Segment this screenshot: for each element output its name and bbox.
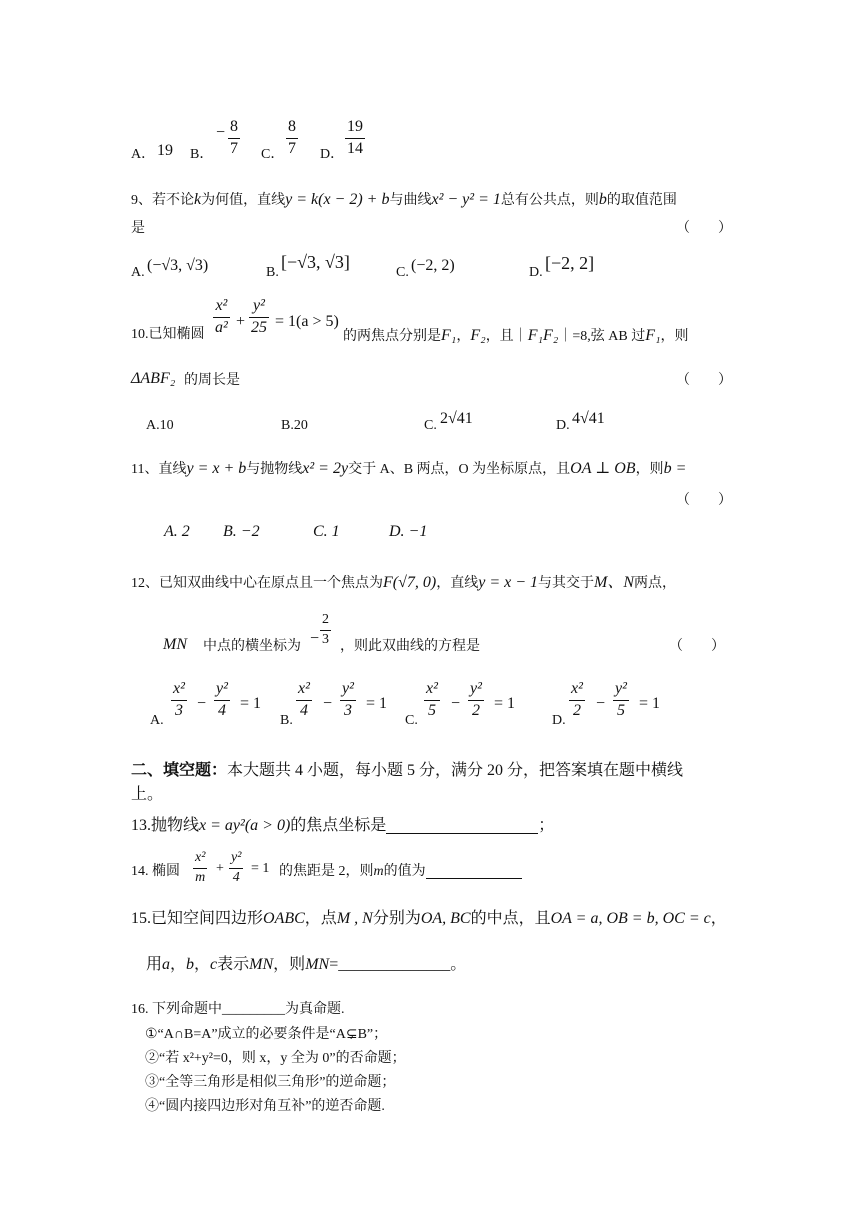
q16-answer-blank[interactable]: _________ bbox=[222, 1002, 285, 1017]
q12-option-b-frac2: y² 3 bbox=[342, 680, 354, 720]
q8-option-b-sign: − bbox=[216, 124, 226, 141]
q10-option-c-label: C. bbox=[424, 418, 437, 433]
q10-option-d-label: D. bbox=[556, 418, 570, 433]
q10-condition: = 1(a > 5) bbox=[275, 313, 339, 330]
q9-option-c-value: (−2, 2) bbox=[411, 257, 455, 274]
q10-lead: 10.已知椭圆 bbox=[131, 327, 205, 342]
q8-option-c-fraction: 8 7 bbox=[288, 118, 296, 158]
question-9-line-2: 是 bbox=[131, 221, 145, 236]
q8-option-b-label: B． bbox=[190, 147, 214, 162]
q16-item-3: ③“全等三角形是相似三角形”的逆命题； bbox=[145, 1075, 396, 1090]
q12-fraction: 2 3 bbox=[322, 612, 329, 648]
q12-option-a-minus: − bbox=[197, 695, 207, 712]
q12-option-c-minus: − bbox=[451, 695, 461, 712]
q12-option-a-label: A. bbox=[150, 713, 164, 728]
q16-item-1: ①“A∩B=A”成立的必要条件是“A⊊B”； bbox=[145, 1027, 388, 1042]
q14-fraction-x: x² m bbox=[195, 850, 206, 886]
q12-option-b-minus: − bbox=[323, 695, 333, 712]
q12-option-a-frac1: x² 3 bbox=[173, 680, 185, 720]
q9-option-a-value: (−√3, √3) bbox=[147, 257, 209, 274]
q14-rest: 的焦距是 2，则m的值为 bbox=[279, 865, 522, 879]
section-2-description: 本大题共 4 小题，每小题 5 分，满分 20 分，把答案填在题中横线 bbox=[227, 762, 684, 779]
answer-paren: （ ） bbox=[676, 221, 732, 236]
q9-option-b-label: B. bbox=[266, 265, 279, 280]
q10-option-b: B.20 bbox=[281, 418, 308, 433]
q10-option-d-value: 4√41 bbox=[572, 410, 605, 427]
q12-option-d-eq: = 1 bbox=[639, 695, 661, 712]
q8-option-d-fraction: 19 14 bbox=[347, 118, 363, 158]
question-13: 13.抛物线x = ay²(a > 0)的焦点坐标是 ； bbox=[131, 817, 555, 834]
q9-option-c-label: C. bbox=[396, 265, 409, 280]
q12-midpoint-text: 中点的横坐标为 bbox=[203, 639, 301, 654]
q15-answer-blank[interactable]: ______________ bbox=[338, 956, 451, 973]
q12-option-c-frac2: y² 2 bbox=[470, 680, 482, 720]
answer-paren: （ ） bbox=[676, 493, 732, 508]
q8-option-a-value: 19 bbox=[157, 142, 173, 159]
section-2-description-cont: 上。 bbox=[131, 786, 164, 803]
q14-fraction-y: y² 4 bbox=[231, 850, 242, 886]
q14-plus: + bbox=[216, 861, 224, 876]
q14-eq: = 1 bbox=[251, 861, 270, 876]
q12-option-c-eq: = 1 bbox=[494, 695, 516, 712]
q10-triangle: ΔABF₂ bbox=[131, 370, 176, 387]
q13-answer-blank[interactable] bbox=[386, 819, 538, 834]
q9-option-d-value: [−2, 2] bbox=[545, 253, 595, 273]
q12-option-b-label: B. bbox=[280, 713, 293, 728]
q12-option-a-eq: = 1 bbox=[240, 695, 262, 712]
q11-option-b: B. −2 bbox=[223, 523, 260, 540]
question-12-line-1: 12、已知双曲线中心在原点且一个焦点为F(√7, 0)，直线y = x − 1与其交于M、N两点， bbox=[131, 574, 677, 591]
q12-mn: MN bbox=[163, 636, 187, 653]
q12-option-b-eq: = 1 bbox=[366, 695, 388, 712]
q12-option-c-label: C. bbox=[405, 713, 418, 728]
q12-option-d-frac1: x² 2 bbox=[571, 680, 583, 720]
q11-option-d: D. −1 bbox=[389, 523, 428, 540]
q9-option-d-label: D. bbox=[529, 265, 543, 280]
question-16-stem: 16. 下列命题中_________为真命题. bbox=[131, 1002, 345, 1017]
q16-item-4: ④“圆内接四边形对角互补”的逆否命题. bbox=[145, 1099, 385, 1114]
q10-fraction-x: x² a² bbox=[215, 297, 228, 337]
q10-option-c-value: 2√41 bbox=[440, 410, 473, 427]
q9-option-a-label: A. bbox=[131, 265, 145, 280]
q12-option-d-frac2: y² 5 bbox=[615, 680, 627, 720]
question-11-line-1: 11、直线y = x + b与抛物线x² = 2y交于 A、B 两点，O 为坐标原点，且OA ⊥ OB，则b = bbox=[131, 460, 687, 477]
q8-option-c-label: C． bbox=[261, 147, 285, 162]
q8-option-a-label: A． bbox=[131, 147, 156, 162]
q10-plus: + bbox=[236, 313, 246, 330]
answer-paren: （ ） bbox=[676, 373, 732, 388]
q12-option-d-minus: − bbox=[596, 695, 606, 712]
q12-line-2-rest: ，则此双曲线的方程是 bbox=[340, 639, 480, 654]
section-2-title: 二、填空题： bbox=[131, 762, 228, 779]
question-15-line-2: 用a，b，c表示MN，则MN=______________。 bbox=[146, 956, 467, 973]
q16-item-2: ②“若 x²+y²=0，则 x，y 全为 0”的否命题； bbox=[145, 1051, 406, 1066]
q11-option-c: C. 1 bbox=[313, 523, 340, 540]
q12-option-b-frac1: x² 4 bbox=[298, 680, 310, 720]
q10-line-1-rest: 的两焦点分别是F₁，F₂，且｜F₁F₂｜=8,弦 AB 过F₁，则 bbox=[343, 327, 689, 344]
q14-answer-blank[interactable] bbox=[426, 866, 522, 879]
q8-option-b-fraction: 8 7 bbox=[230, 118, 238, 158]
section-2-heading bbox=[131, 763, 683, 779]
q12-sign: − bbox=[310, 630, 320, 647]
q10-fraction-y: y² 25 bbox=[251, 297, 267, 337]
answer-paren: （ ） bbox=[669, 639, 725, 654]
question-15-line-1: 15.已知空间四边形OABC，点M , N分别为OA, BC的中点，且OA = a, OB = b, OC = c， bbox=[131, 910, 727, 927]
q11-option-a: A. 2 bbox=[164, 523, 190, 540]
q8-option-d-label: D． bbox=[320, 147, 345, 162]
q12-option-a-frac2: y² 4 bbox=[216, 680, 228, 720]
q10-option-a: A.10 bbox=[146, 418, 174, 433]
q10-line-2: 的周长是 bbox=[184, 373, 240, 388]
question-9-line-1: 9、若不论k为何值，直线y = k(x − 2) + b与曲线x² − y² = 1总有公共点，则b的取值范围 bbox=[131, 191, 677, 208]
q12-option-c-frac1: x² 5 bbox=[426, 680, 438, 720]
q9-option-b-value: [−√3, √3] bbox=[281, 252, 350, 272]
q14-lead: 14. 椭圆 bbox=[131, 864, 180, 879]
q12-option-d-label: D. bbox=[552, 713, 566, 728]
